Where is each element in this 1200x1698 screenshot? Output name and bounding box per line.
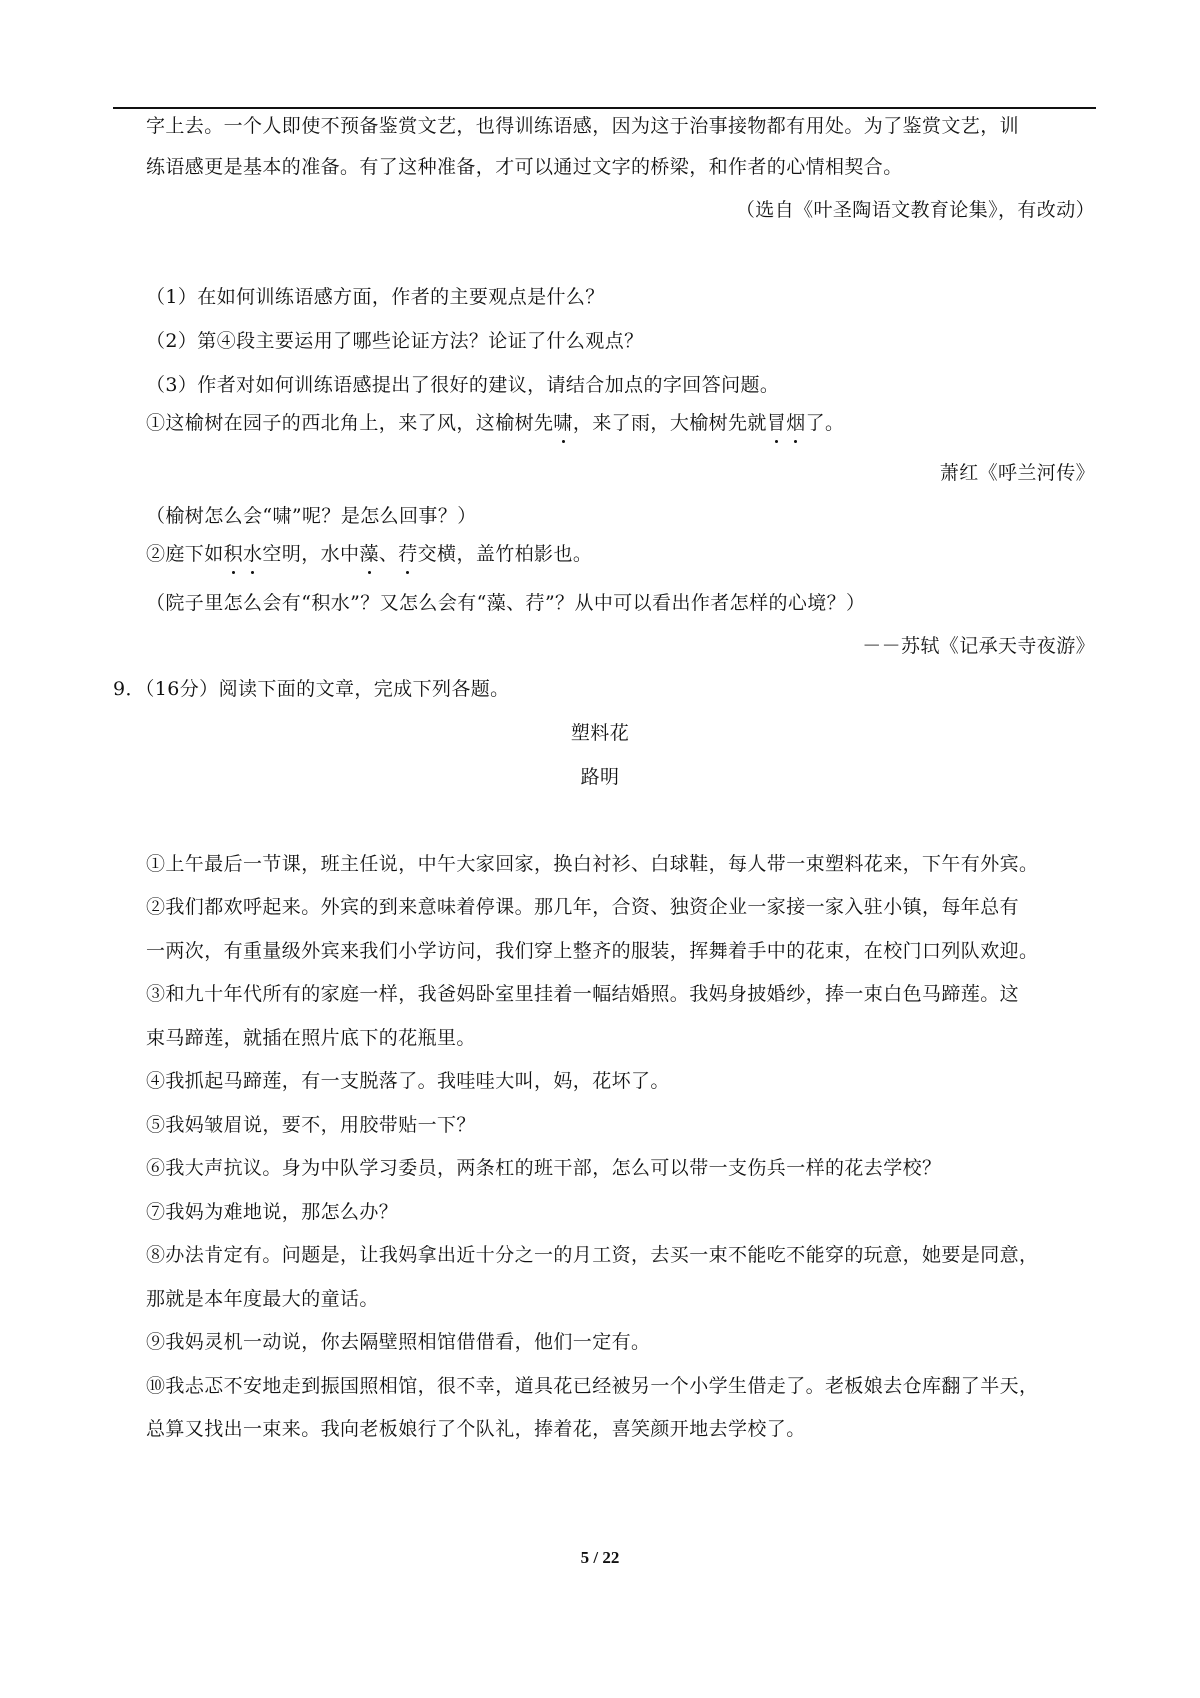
page-number: 5 / 22 bbox=[580, 1548, 620, 1567]
example-1-question: （榆树怎么会“啸”呢？是怎么回事？） bbox=[146, 505, 477, 527]
article-title: 塑料花 bbox=[570, 722, 630, 744]
question-1: （1）在如何训练语感方面，作者的主要观点是什么？ bbox=[146, 286, 605, 308]
question-3: （3）作者对如何训练语感提出了很好的建议，请结合加点的字回答问题。 bbox=[146, 374, 780, 396]
article-author: 路明 bbox=[580, 766, 620, 788]
article-line: 束马蹄莲，就插在照片底下的花瓶里。 bbox=[146, 1027, 476, 1049]
example-2-question: （院子里怎么会有“积水”？又怎么会有“藻、荇”？从中可以看出作者怎样的心境？） bbox=[146, 592, 866, 614]
header-rule bbox=[113, 107, 1096, 109]
example-1-sentence: ①这榆树在园子的西北角上，来了风，这榆树先啸，来了雨，大榆树先就冒烟了。 bbox=[146, 412, 845, 434]
dotted-char: 藻 bbox=[359, 543, 379, 565]
article-line: 一两次，有重量级外宾来我们小学访问，我们穿上整齐的服装，挥舞着手中的花束，在校门口列队欢迎。 bbox=[146, 940, 1039, 962]
example-2-source: －－苏轼《记承天寺夜游》 bbox=[862, 635, 1095, 657]
dotted-char: 烟 bbox=[786, 412, 806, 434]
question-2: （2）第④段主要运用了哪些论证方法？论证了什么观点？ bbox=[146, 330, 644, 352]
passage-line-1: 字上去。一个人即使不预备鉴赏文艺，也得训练语感，因为这于治事接物都有用处。为了鉴赏文艺，训 bbox=[146, 115, 1020, 137]
example-1-source: 萧红《呼兰河传》 bbox=[939, 462, 1095, 484]
article-line: ④我抓起马蹄莲，有一支脱落了。我哇哇大叫，妈，花坏了。 bbox=[146, 1070, 670, 1092]
article-line: ②我们都欢呼起来。外宾的到来意味着停课。那几年，合资、独资企业一家接一家入驻小镇，每年总有 bbox=[146, 896, 1020, 918]
passage-line-2: 练语感更是基本的准备。有了这种准备，才可以通过文字的桥梁，和作者的心情相契合。 bbox=[146, 156, 903, 178]
dotted-char: 积 bbox=[223, 543, 244, 565]
article-line: ⑧办法肯定有。问题是，让我妈拿出近十分之一的月工资，去买一束不能吃不能穿的玩意，她要是同意， bbox=[146, 1244, 1039, 1266]
article-line: ⑦我妈为难地说，那怎么办？ bbox=[146, 1201, 399, 1223]
example-2-sentence: ②庭下如积水空明，水中藻、荇交横，盖竹柏影也。 bbox=[146, 543, 593, 565]
article-line: ⑨我妈灵机一动说，你去隔壁照相馆借借看，他们一定有。 bbox=[146, 1331, 651, 1353]
dotted-char: 水 bbox=[243, 543, 263, 565]
passage-source: （选自《叶圣陶语文教育论集》，有改动） bbox=[735, 199, 1095, 221]
dotted-char: 啸 bbox=[553, 412, 573, 434]
article-line: ③和九十年代所有的家庭一样，我爸妈卧室里挂着一幅结婚照。我妈身披婚纱，捧一束白色马蹄莲。这 bbox=[146, 983, 1020, 1005]
article-line: ⑤我妈皱眉说，要不，用胶带贴一下？ bbox=[146, 1114, 476, 1136]
article-line: ⑩我忐忑不安地走到振国照相馆，很不幸，道具花已经被另一个小学生借走了。老板娘去仓库翻了半天， bbox=[146, 1375, 1039, 1397]
article-line: ⑥我大声抗议。身为中队学习委员，两条杠的班干部，怎么可以带一支伤兵一样的花去学校？ bbox=[146, 1157, 942, 1179]
article-line: 那就是本年度最大的童话。 bbox=[146, 1288, 379, 1310]
article-line: 总算又找出一束来。我向老板娘行了个队礼，捧着花，喜笑颜开地去学校了。 bbox=[146, 1418, 806, 1440]
article-line: ①上午最后一节课，班主任说，中午大家回家，换白衬衫、白球鞋，每人带一束塑料花来，下午有外宾。 bbox=[146, 853, 1039, 875]
question-9-heading: 9．（16分）阅读下面的文章，完成下列各题。 bbox=[113, 678, 510, 700]
dotted-char: 冒 bbox=[766, 412, 787, 434]
dotted-char: 荇 bbox=[398, 543, 418, 565]
